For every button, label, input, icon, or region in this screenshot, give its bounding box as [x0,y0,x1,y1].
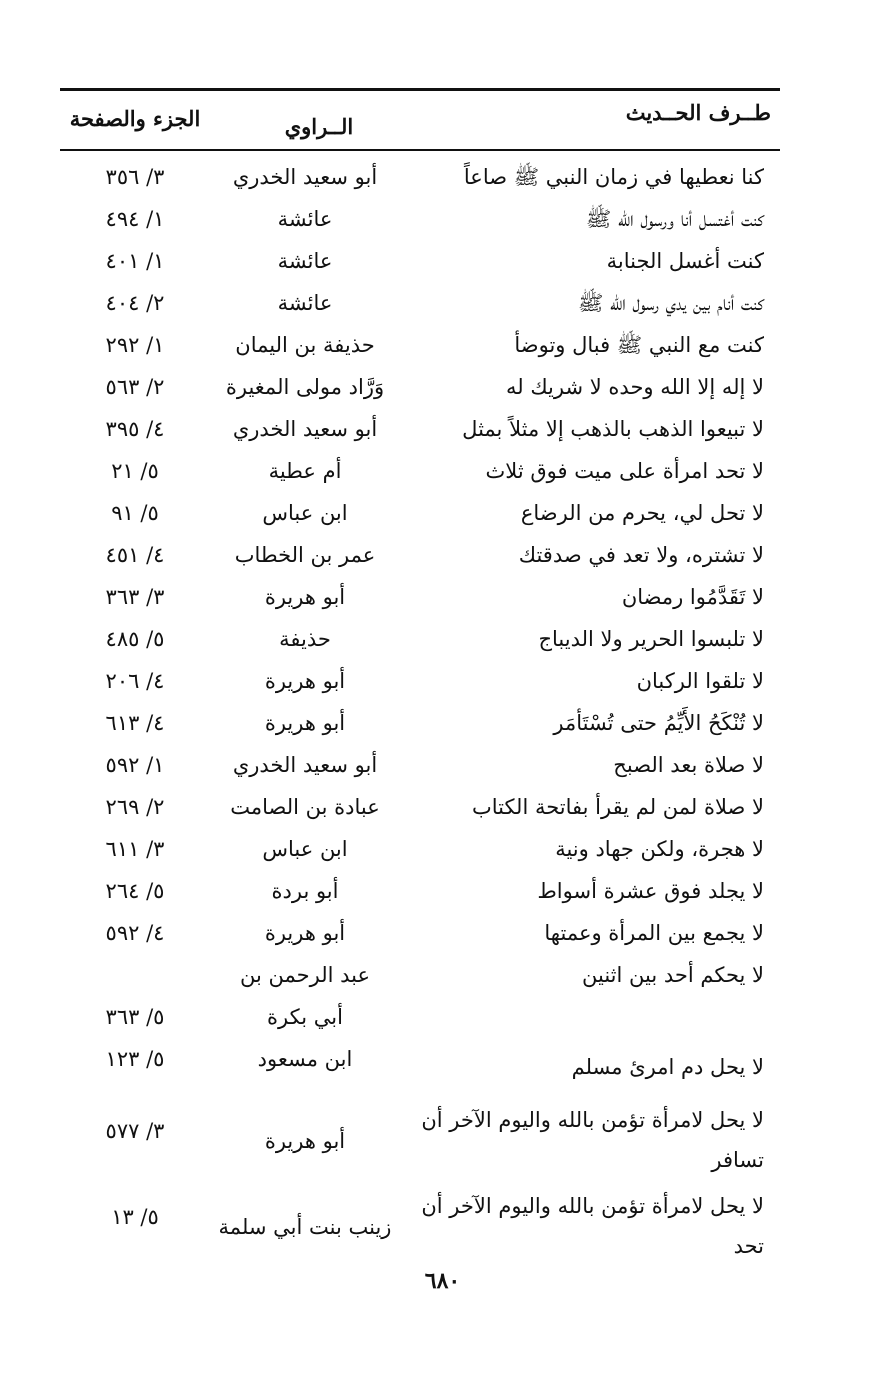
rawi-cell: حذيفة بن اليمان [235,333,375,357]
rawi-cell: أبو سعيد الخدري [232,165,378,189]
table-row [60,744,780,786]
hadith-cell: كنت أغتسل أنا ورسول الله ﷺ [585,207,764,231]
ref-cell: ١/ ٤٠١ [105,249,165,273]
hadith-cell: لا يحل لامرأة تؤمن بالله واليوم الآخر أن تسافر [421,1108,764,1172]
ref-cell: ٥/ ٩١ [111,501,159,525]
column-header-hadith: طــرف الحــديث [625,100,771,125]
ref-cell: ٢/ ٢٦٩ [105,795,165,819]
rawi-cell: أبو هريرة [264,669,346,693]
table-row [60,1038,780,1080]
ref-cell: ١/ ٤٩٤ [105,207,165,231]
table-row [60,954,780,1038]
table-row [60,828,780,870]
rawi-cell: أبو هريرة [264,585,346,609]
hadith-cell: كنت أنام بين يدي رسول الله ﷺ [577,291,764,315]
hadith-cell: كنت أغسل الجنابة [606,249,764,273]
table-row [60,618,780,660]
ref-cell: ٥/ ١٢٣ [105,1047,165,1071]
rawi-cell: عائشة [277,249,333,273]
hadith-cell: لا تحد امرأة على ميت فوق ثلاث [485,459,764,483]
rawi-cell: أم عطية [268,459,342,483]
rawi-cell: وَرَّاد مولى المغيرة [225,375,385,399]
hadith-cell: كنا نعطيها في زمان النبي ﷺ صاعاً [463,165,764,189]
hadith-cell: لا يحكم أحد بين اثنين [582,963,764,987]
rawi-cell: أبو هريرة [264,711,346,735]
ref-cell: ٤/ ٤٥١ [105,543,165,567]
table-row [60,324,780,366]
rawi-cell: أبو بردة [271,879,339,903]
table-row [60,1080,780,1172]
hadith-cell: لا يجلد فوق عشرة أسواط [537,879,764,903]
table-row [60,492,780,534]
rawi-cell: ابن عباس [262,837,348,861]
table-row [60,366,780,408]
rawi-cell: زينب بنت أبي سلمة [218,1215,392,1239]
column-header-ref: الجزء والصفحة [69,106,201,131]
ref-cell: ٤/ ٥٩٢ [105,921,165,945]
table-row [60,408,780,450]
table-row [60,870,780,912]
ref-cell: ٥/ ٢١ [111,459,159,483]
table-row [60,534,780,576]
table-row [60,450,780,492]
page-number: ٦٨٠ [424,1268,461,1294]
ref-cell: ٥/ ١٣ [111,1205,159,1229]
table-row [60,786,780,828]
table-row [60,198,780,240]
table-row [60,240,780,282]
table-row [60,702,780,744]
table-row [60,912,780,954]
hadith-cell: لا صلاة بعد الصبح [613,753,764,777]
ref-cell: ٥/ ٢٦٤ [105,879,165,903]
rawi-cell: ابن مسعود [257,1047,353,1071]
rawi-cell: عبادة بن الصامت [230,795,380,819]
hadith-cell: لا تَقَدَّمُوا رمضان [621,585,764,609]
table-row [60,576,780,618]
ref-cell: ٣/ ٣٦٣ [105,585,165,609]
hadith-cell: لا إله إلا الله وحده لا شريك له [506,375,764,399]
header-rule [60,149,780,151]
column-header-rawi: الــراوي [284,114,354,139]
ref-cell: ٥/ ٣٦٣ [105,1005,165,1029]
hadith-cell: لا تحل لي، يحرم من الرضاع [520,501,764,525]
ref-cell: ٣/ ٣٥٦ [105,165,165,189]
rawi-cell: أبو سعيد الخدري [232,753,378,777]
ref-cell: ٣/ ٦١١ [105,837,165,861]
hadith-cell: لا تبيعوا الذهب بالذهب إلا مثلاً بمثل [462,417,764,441]
hadith-cell: لا يحل دم امرئ مسلم [571,1055,764,1079]
hadith-cell: لا هجرة، ولكن جهاد ونية [555,837,764,861]
rawi-cell: عبد الرحمن بن أبي بكرة [240,963,370,1029]
hadith-cell: كنت مع النبي ﷺ فبال وتوضأ [514,333,764,357]
hadith-cell: لا تلبسوا الحرير ولا الديباج [538,627,764,651]
ref-cell: ٣/ ٥٧٧ [105,1119,165,1143]
ref-cell: ٤/ ٣٩٥ [105,417,165,441]
hadith-cell: لا تُنْكَحُ الأَيِّمُ حتى تُسْتَأمَر [553,711,764,735]
table-row [60,282,780,324]
ref-cell: ١/ ٢٩٢ [105,333,165,357]
rawi-cell: عمر بن الخطاب [234,543,376,567]
table-row [60,1166,780,1258]
rawi-cell: أبو هريرة [264,921,346,945]
hadith-cell: لا يحل لامرأة تؤمن بالله واليوم الآخر أن تحد [421,1194,764,1258]
ref-cell: ١/ ٥٩٢ [105,753,165,777]
hadith-cell: لا يجمع بين المرأة وعمتها [544,921,764,945]
table-row [60,660,780,702]
rawi-cell: أبو سعيد الخدري [232,417,378,441]
rawi-cell: عائشة [277,291,333,315]
rawi-cell: عائشة [277,207,333,231]
hadith-index-table [60,156,780,1258]
ref-cell: ٤/ ٦١٣ [105,711,165,735]
ref-cell: ٢/ ٥٦٣ [105,375,165,399]
rawi-cell: ابن عباس [262,501,348,525]
ref-cell: ٥/ ٤٨٥ [105,627,165,651]
hadith-cell: لا صلاة لمن لم يقرأ بفاتحة الكتاب [471,795,764,819]
ref-cell: ٤/ ٢٠٦ [105,669,165,693]
table-row [60,156,780,198]
rawi-cell: أبو هريرة [264,1129,346,1153]
ref-cell: ٢/ ٤٠٤ [105,291,165,315]
hadith-cell: لا تشتره، ولا تعد في صدقتك [518,543,764,567]
rawi-cell: حذيفة [279,627,331,651]
top-rule [60,88,780,91]
hadith-cell: لا تلقوا الركبان [636,669,764,693]
